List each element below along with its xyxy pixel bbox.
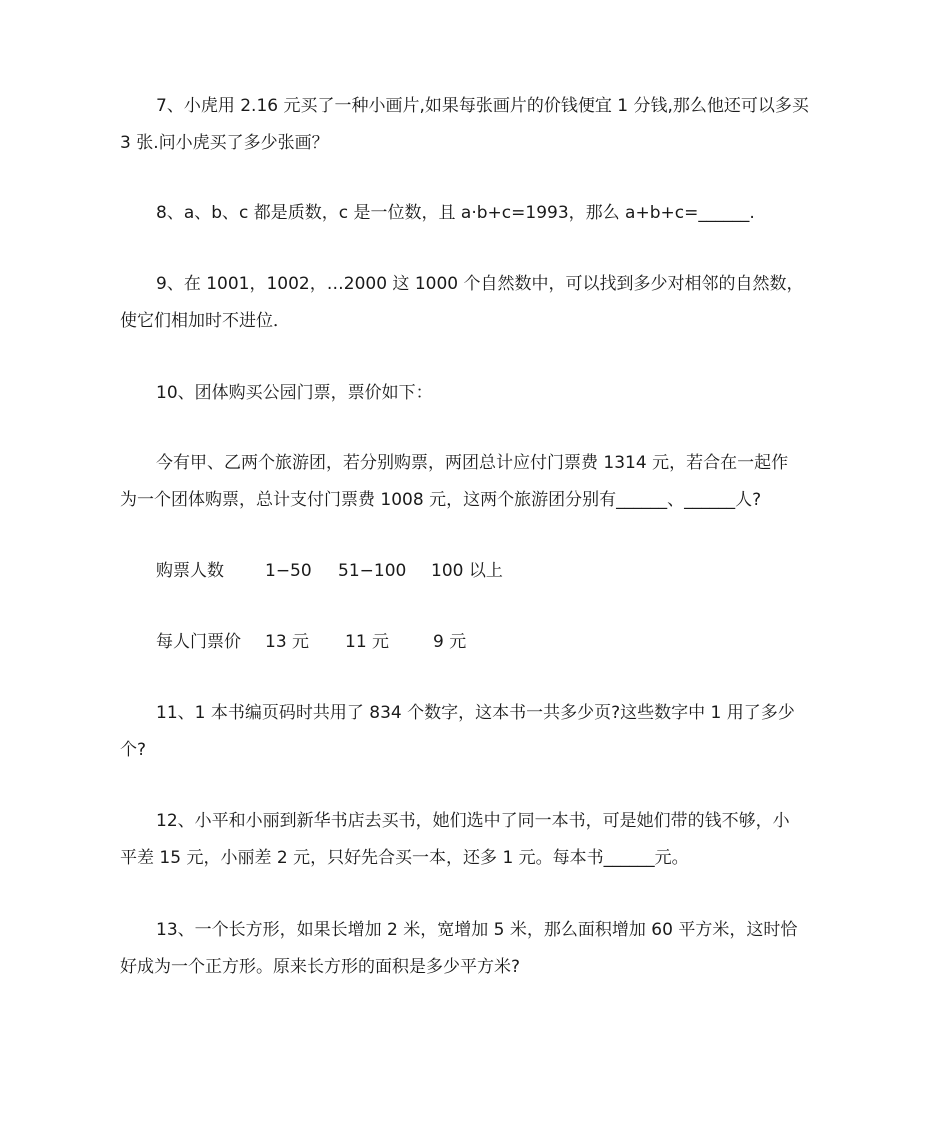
question-12-line-2: 平差 15 元，小丽差 2 元，只好先合买一本，还多 1 元。每本书______元。 [120,848,689,868]
ticket-table-price-col-1: 13 元 [265,632,310,652]
question-10-description-line-2: 为一个团体购票，总计支付门票费 1008 元，这两个旅游团分别有______、______人? [120,490,762,510]
question-11 [120,695,832,769]
ticket-table-price-row [156,624,556,661]
question-12-line-1: 12、小平和小丽到新华书店去买书，她们选中了同一本书，可是她们带的钱不够，小 [156,811,790,831]
question-9 [120,266,832,340]
ticket-table-price-col-3: 9 元 [433,632,467,652]
question-11-line-2: 个? [120,740,147,760]
question-11-line-1: 11、1 本书编页码时共用了 834 个数字，这本书一共多少页?这些数字中 1 用了多少 [156,703,795,723]
question-7-line-1: 7、小虎用 2.16 元买了一种小画片,如果每张画片的价钱便宜 1 分钱,那么他还可以多买 [156,96,809,116]
ticket-table-price-col-2: 11 元 [345,632,390,652]
question-8 [120,195,832,232]
ticket-table-header-col-2: 51−100 [338,561,407,581]
ticket-table-header-col-3: 100 以上 [431,561,503,581]
question-13-line-1: 13、一个长方形，如果长增加 2 米，宽增加 5 米，那么面积增加 60 平方米，这时恰 [156,920,798,940]
question-10-description [120,445,832,519]
ticket-table-price-label: 每人门票价 [156,632,241,652]
ticket-table-header-row [156,553,556,590]
question-7-line-2: 3 张.问小虎买了多少张画？ [120,133,329,153]
question-9-line-1: 9、在 1001，1002，…2000 这 1000 个自然数中，可以找到多少对相邻的自然数， [156,274,804,294]
question-13 [120,912,832,986]
ticket-table-header-col-1: 1−50 [265,561,312,581]
question-12 [120,803,832,877]
question-13-line-2: 好成为一个正方形。原来长方形的面积是多少平方米? [120,957,521,977]
question-9-line-2: 使它们相加时不进位． [120,311,290,331]
question-10 [120,375,832,412]
question-10-description-line-1: 今有甲、乙两个旅游团，若分别购票，两团总计应付门票费 1314 元，若合在一起作 [156,453,789,473]
ticket-table-header-label: 购票人数 [156,561,224,581]
question-10-line-1: 10、团体购买公园门票，票价如下： [156,383,433,403]
question-8-line-1: 8、a、b、c 都是质数，c 是一位数，且 a·b+c=1993，那么 a+b+c=______. [156,203,755,223]
question-7 [120,88,832,162]
